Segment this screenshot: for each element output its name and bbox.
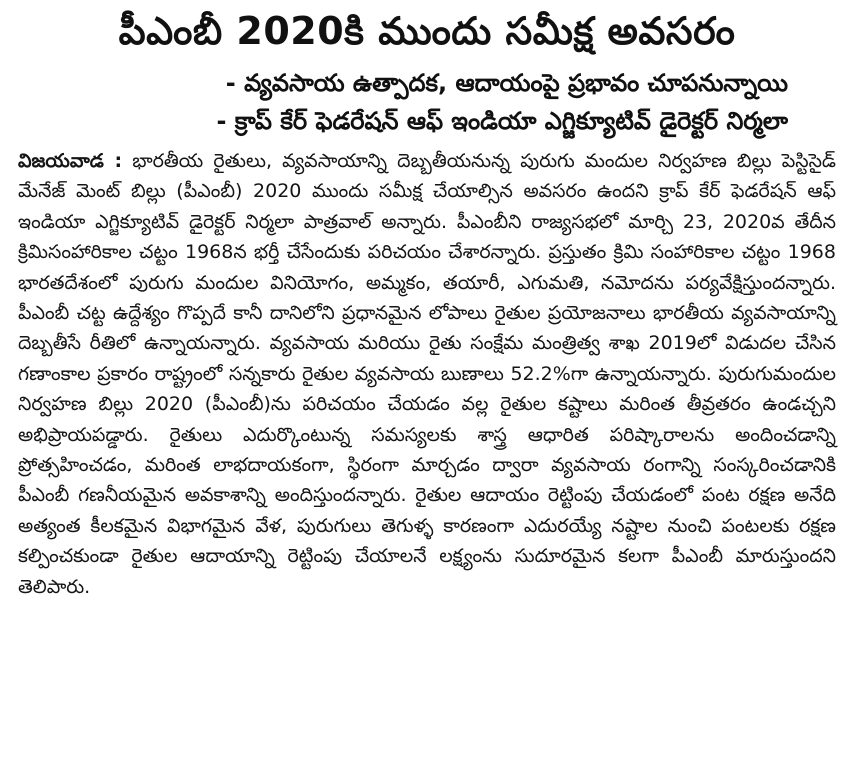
article-body <box>18 146 836 602</box>
subheadline-source: - క్రాప్ కేర్ ఫెడరేషన్ ఆఫ్ ఇండియా ఎగ్జిక్యూటివ్ డైరెక్టర్ నిర్మలా <box>216 107 788 135</box>
subheadline-impact: - వ్యవసాయ ఉత్పాదక, ఆదాయంపై ప్రభావం చూపనున్నాయి <box>225 69 788 97</box>
subheadline-list <box>18 64 836 140</box>
dateline: విజయవాడ : <box>18 150 123 172</box>
article-text: భారతీయ రైతులు, వ్యవసాయాన్ని దెబ్బతీయనున్న పురుగు మందుల నిర్వహణ బిల్లు పెస్టిసైడ్ మేనేజ్ మెంట్ బిల్లు (పీఎంబీ) 2020 ముందు సమీక్ష చేయాల్సిన అవసరం ఉందని క్రాప్ కేర్ ఫెడరేషన్ ఆఫ్ ఇండియా ఎగ్జిక్యూటివ్ డైరెక్టర్ నిర్మలా పాత్రవాల్ అన్నారు. పీఎంబీని రాజ్యసభలో మార్చి 23, 2020వ తేదీన క్రిమిసంహారికాల చట్టం 1968న భర్తీ చేసేందుకు పరిచయం చేశారన్నారు. ప్రస్తుతం క్రిమి సంహారికాల చట్టం 1968 భారతదేశంలో పురుగు మందుల వినియోగం, అమ్మకం, తయారీ, ఎగుమతి, నమోదను పర్యవేక్షిస్తుందన్నారు. పీఎంబీ చట్ట ఉద్దేశ్యం గొప్పదే కానీ దానిలోని ప్రధానమైన లోపాలు రైతుల ప్రయోజనాలు భారతీయ వ్యవసాయాన్ని దెబ్బతీసే రీతిలో ఉన్నాయన్నారు. వ్యవసాయ మరియు రైతు సంక్షేమ మంత్రిత్వ శాఖ 2019లో విడుదల చేసిన గణాంకాల ప్రకారం రాష్ట్రంలో సన్నకారు రైతుల వ్యవసాయ బుణాలు 52.2%గా ఉన్నాయన్నారు. పురుగుమందుల నిర్వహణ బిల్లు 2020 (పీఎంబీ)ను పరిచయం చేయడం వల్ల రైతుల కష్టాలు మరింత తీవ్రతరం ఉండచ్చని అభిప్రాయపడ్డారు. రైతులు ఎదుర్కొంటున్న సమస్యలకు శాస్త్ర ఆధారిత పరిష్కారాలను అందించడాన్ని ప్రోత్సహించడం, మరింత లాభదాయకంగా, స్థిరంగా మార్చడం ద్వారా వ్యవసాయ రంగాన్ని సంస్కరించడానికి పీఎంబీ గణనీయమైన అవకాశాన్ని అందిస్తుందన్నారు. రైతుల ఆదాయం రెట్టింపు చేయడంలో పంట రక్షణ అనేది అత్యంత కీలకమైన విభాగమైన వేళ, పురుగులు తెగుళ్ళ కారణంగా ఎదురయ్యే నష్టాల నుంచి పంటలకు రక్షణ కల్పించకుండా రైతుల ఆదాయాన్ని రెట్టింపు చేయాలనే లక్ష్యంను సుదూరమైన కలగా పీఎంబీ మారుస్తుందని తెలిపారు. <box>18 150 836 598</box>
headline: పీఎంబీ 2020కి ముందు సమీక్ష అవసరం <box>118 9 736 53</box>
